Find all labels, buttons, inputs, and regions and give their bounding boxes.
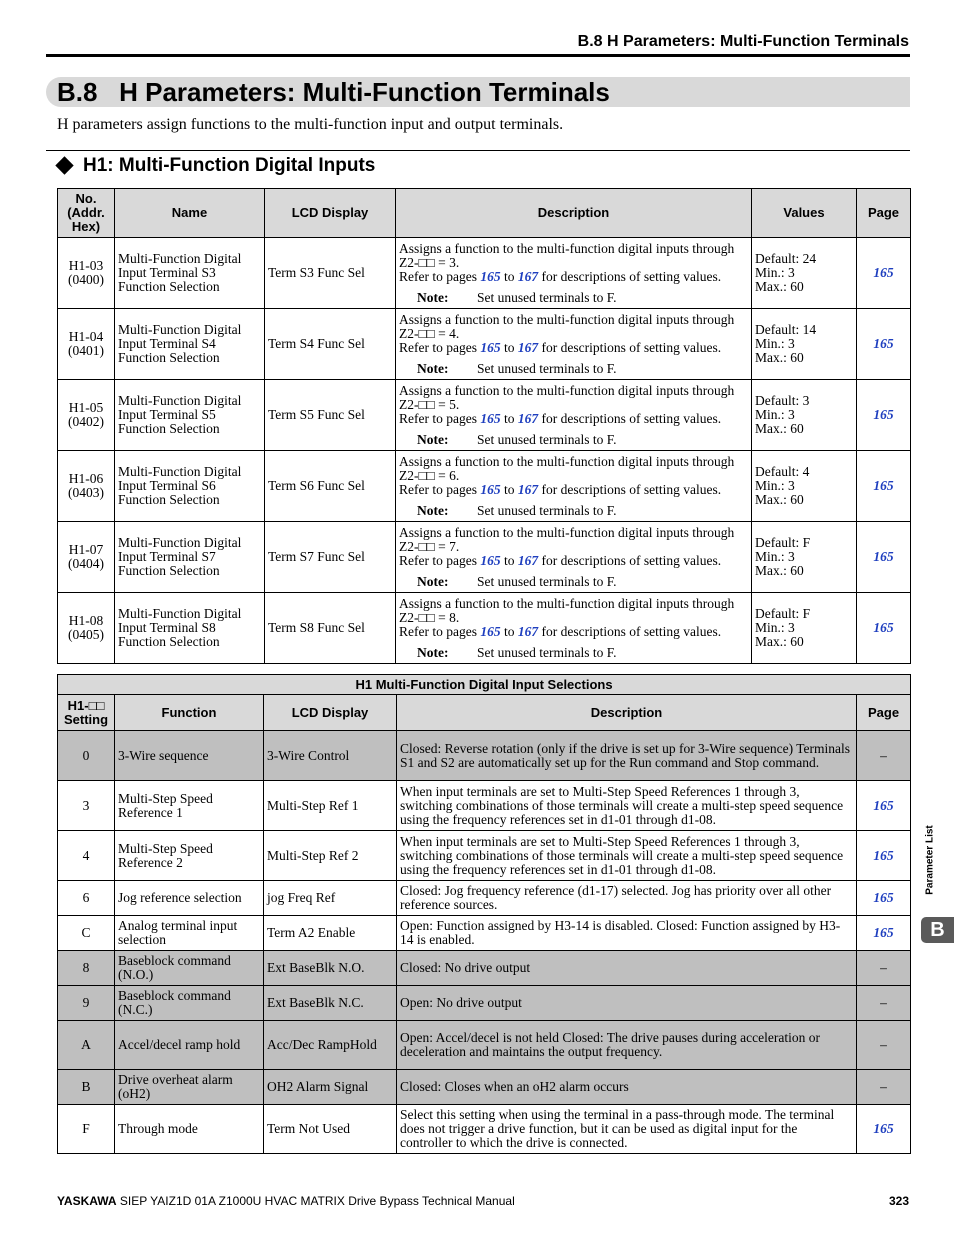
param-values	[752, 522, 857, 593]
selection-page-cell	[857, 1070, 911, 1105]
param-no: H1-06	[68, 471, 104, 486]
table-row	[58, 309, 911, 380]
subsection-heading	[55, 152, 375, 180]
section-title: B.8 H Parameters: Multi-Function Terminals	[57, 77, 610, 107]
refer-text: to	[500, 410, 518, 426]
param-values	[752, 593, 857, 664]
refer-text: Refer to pages	[399, 410, 481, 426]
side-section-label	[922, 820, 938, 900]
param-no-cell	[58, 380, 115, 451]
setting-value: 8	[58, 951, 115, 986]
param-values	[752, 238, 857, 309]
refer-text: for descriptions of setting values.	[538, 481, 722, 497]
note-text: Set unused terminals to F.	[477, 289, 617, 305]
h1-selections-table	[57, 674, 911, 1154]
param-addr: (0402)	[68, 414, 104, 429]
page-ref[interactable]: 165	[873, 1121, 894, 1136]
page-link[interactable]: 165	[873, 478, 894, 493]
param-name: Multi-Function Digital Input Terminal S7 Function Selection	[115, 522, 265, 593]
footer-doc-title: SIEP YAIZ1D 01A Z1000U HVAC MATRIX Drive Bypass Technical Manual	[116, 1194, 515, 1208]
header-no: No. (Addr. Hex)	[58, 189, 115, 238]
param-page-cell	[857, 238, 911, 309]
table-row	[58, 1105, 911, 1154]
table-title-row	[58, 675, 911, 695]
page-link[interactable]: 165	[873, 549, 894, 564]
page-link[interactable]: 165	[480, 410, 501, 426]
min-value: Min.: 3	[755, 478, 795, 493]
refer-text: to	[500, 481, 518, 497]
selection-page-cell	[857, 731, 911, 781]
table-row	[58, 522, 911, 593]
page-ref[interactable]: 165	[873, 797, 894, 813]
diamond-bullet-icon	[55, 156, 73, 174]
note-line	[399, 433, 748, 447]
param-values	[752, 380, 857, 451]
header-page: Page	[857, 695, 911, 731]
table-row	[58, 451, 911, 522]
max-value: Max.: 60	[755, 350, 804, 365]
setting-value: 3	[58, 781, 115, 831]
param-addr: (0400)	[68, 272, 104, 287]
lcd-display: Acc/Dec RampHold	[264, 1021, 397, 1070]
min-value: Min.: 3	[755, 620, 795, 635]
param-name: Multi-Function Digital Input Terminal S8 Function Selection	[115, 593, 265, 664]
param-lcd: Term S7 Func Sel	[265, 522, 396, 593]
subsection-rule	[46, 150, 910, 151]
refer-text: to	[500, 339, 518, 355]
desc-line: Assigns a function to the multi-function digital inputs through Z2-□□ = 7.	[399, 524, 735, 554]
page-link[interactable]: 165	[480, 339, 501, 355]
refer-line	[399, 270, 748, 284]
param-no: H1-07	[68, 542, 104, 557]
refer-text: Refer to pages	[399, 339, 481, 355]
page-link[interactable]: 165	[480, 268, 501, 284]
desc-line: Assigns a function to the multi-function digital inputs through Z2-□□ = 3.	[399, 240, 735, 270]
param-no-cell	[58, 309, 115, 380]
param-no: H1-03	[68, 258, 104, 273]
table-row	[58, 731, 911, 781]
param-page-cell	[857, 522, 911, 593]
selection-page-cell	[857, 986, 911, 1021]
selection-description: Closed: Closes when an oH2 alarm occurs	[397, 1070, 857, 1105]
refer-text: to	[500, 623, 518, 639]
table-row	[58, 881, 911, 916]
table-row	[58, 831, 911, 881]
function-name: Drive overheat alarm (oH2)	[115, 1070, 264, 1105]
page-ref[interactable]: 165	[873, 890, 894, 905]
page-link[interactable]: 167	[517, 552, 539, 568]
param-description	[396, 309, 752, 380]
max-value: Max.: 60	[755, 279, 804, 294]
refer-line	[399, 412, 748, 426]
desc-line: Assigns a function to the multi-function digital inputs through Z2-□□ = 4.	[399, 311, 735, 341]
function-name: Multi-Step Speed Reference 2	[115, 831, 264, 881]
subsection-heading-text: H1: Multi-Function Digital Inputs	[83, 155, 376, 176]
param-name: Multi-Function Digital Input Terminal S4 Function Selection	[115, 309, 265, 380]
function-name: 3-Wire sequence	[115, 731, 264, 781]
setting-value: B	[58, 1070, 115, 1105]
page-ref: –	[880, 995, 887, 1010]
table-header-row	[58, 189, 911, 238]
page-link[interactable]: 167	[517, 339, 539, 355]
note-line	[399, 291, 748, 305]
setting-value: F	[58, 1105, 115, 1154]
page-number: 323	[888, 1194, 909, 1208]
param-values	[752, 309, 857, 380]
lcd-display: Multi-Step Ref 1	[264, 781, 397, 831]
header-description: Description	[396, 189, 752, 238]
param-no: H1-08	[68, 613, 104, 628]
function-name: Baseblock command (N.C.)	[115, 986, 264, 1021]
page-link[interactable]: 165	[480, 552, 501, 568]
max-value: Max.: 60	[755, 492, 804, 507]
lcd-display: 3-Wire Control	[264, 731, 397, 781]
header-values: Values	[752, 189, 857, 238]
selection-description: Closed: Reverse rotation (only if the drive is set up for 3-Wire sequence) Terminals S1 and S2 are automatically set up for the Run command and Stop command.	[397, 731, 857, 781]
selection-page-cell	[857, 1021, 911, 1070]
setting-value: C	[58, 916, 115, 951]
max-value: Max.: 60	[755, 563, 804, 578]
page-link[interactable]: 167	[517, 481, 539, 497]
refer-text: Refer to pages	[399, 481, 481, 497]
intro-text: H parameters assign functions to the multi-function input and output terminals.	[57, 116, 564, 133]
refer-text: Refer to pages	[399, 552, 481, 568]
header-name: Name	[115, 189, 265, 238]
page-ref: –	[880, 960, 887, 975]
param-page-cell	[857, 451, 911, 522]
function-name: Accel/decel ramp hold	[115, 1021, 264, 1070]
param-description	[396, 380, 752, 451]
header-function: Function	[115, 695, 264, 731]
table-title: H1 Multi-Function Digital Input Selections	[58, 675, 911, 695]
lcd-display: Term Not Used	[264, 1105, 397, 1154]
param-values	[752, 451, 857, 522]
note-label: Note:	[417, 431, 449, 447]
param-page-cell	[857, 380, 911, 451]
min-value: Min.: 3	[755, 336, 795, 351]
page-ref[interactable]: 165	[873, 847, 894, 863]
note-text: Set unused terminals to F.	[477, 431, 617, 447]
param-no: H1-05	[68, 400, 104, 415]
param-name: Multi-Function Digital Input Terminal S6 Function Selection	[115, 451, 265, 522]
refer-line	[399, 483, 748, 497]
selection-description: When input terminals are set to Multi-Step Speed References 1 through 3, switching combinations of those terminals will create a multi-step speed sequence using the frequency references set in d1-01 through d1-08.	[397, 781, 857, 831]
page-link[interactable]: 165	[873, 265, 894, 280]
param-addr: (0404)	[68, 556, 104, 571]
param-page-cell	[857, 593, 911, 664]
param-addr: (0405)	[68, 627, 104, 642]
page-link[interactable]: 165	[873, 620, 894, 635]
max-value: Max.: 60	[755, 421, 804, 436]
note-line	[399, 646, 748, 660]
default-value: Default: 4	[755, 464, 810, 479]
param-lcd: Term S4 Func Sel	[265, 309, 396, 380]
table-header-row	[58, 695, 911, 731]
note-label: Note:	[417, 360, 449, 376]
param-name: Multi-Function Digital Input Terminal S5 Function Selection	[115, 380, 265, 451]
param-no-cell	[58, 451, 115, 522]
selection-page-cell	[857, 916, 911, 951]
header-page: Page	[857, 189, 911, 238]
param-addr: (0403)	[68, 485, 104, 500]
refer-text: Refer to pages	[399, 268, 481, 284]
selection-description: Closed: No drive output	[397, 951, 857, 986]
lcd-display: Ext BaseBlk N.C.	[264, 986, 397, 1021]
header-lcd: LCD Display	[264, 695, 397, 731]
param-description	[396, 593, 752, 664]
page-link[interactable]: 167	[517, 410, 539, 426]
param-no-cell	[58, 238, 115, 309]
header-setting: H1-□□ Setting	[58, 695, 115, 731]
note-text: Set unused terminals to F.	[477, 573, 617, 589]
note-label: Note:	[417, 644, 449, 660]
function-name: Baseblock command (N.O.)	[115, 951, 264, 986]
page-ref: –	[880, 747, 887, 763]
lcd-display: OH2 Alarm Signal	[264, 1070, 397, 1105]
setting-value: 0	[58, 731, 115, 781]
default-value: Default: F	[755, 535, 811, 550]
param-lcd: Term S6 Func Sel	[265, 451, 396, 522]
default-value: Default: 24	[755, 251, 817, 266]
refer-text: to	[500, 268, 518, 284]
param-no-cell	[58, 593, 115, 664]
selection-page-cell	[857, 781, 911, 831]
function-name: Analog terminal input selection	[115, 916, 264, 951]
lcd-display: Term A2 Enable	[264, 916, 397, 951]
page-link[interactable]: 167	[517, 268, 539, 284]
table-row	[58, 986, 911, 1021]
table-row	[58, 593, 911, 664]
page-ref: –	[880, 1079, 887, 1094]
page-link[interactable]: 167	[517, 623, 539, 639]
desc-line: Assigns a function to the multi-function digital inputs through Z2-□□ = 5.	[399, 382, 735, 412]
header-lcd: LCD Display	[265, 189, 396, 238]
refer-line	[399, 554, 748, 568]
table-row	[58, 781, 911, 831]
table-row	[58, 1021, 911, 1070]
function-name: Multi-Step Speed Reference 1	[115, 781, 264, 831]
param-description	[396, 238, 752, 309]
note-line	[399, 575, 748, 589]
param-description	[396, 451, 752, 522]
selection-description: When input terminals are set to Multi-Step Speed References 1 through 3, switching combinations of those terminals will create a multi-step speed sequence using the frequency references set in d1-01 through d1-08.	[397, 831, 857, 881]
table-row	[58, 916, 911, 951]
selection-page-cell	[857, 1105, 911, 1154]
selection-page-cell	[857, 831, 911, 881]
desc-line: Assigns a function to the multi-function digital inputs through Z2-□□ = 8.	[399, 595, 735, 625]
table-row	[58, 238, 911, 309]
page-ref[interactable]: 165	[873, 925, 894, 940]
note-text: Set unused terminals to F.	[477, 502, 617, 518]
selection-description: Select this setting when using the terminal in a pass-through mode. The terminal does not trigger a drive function, but it can be used as digital input for the controller to which the drive is connected.	[397, 1105, 857, 1154]
table-row	[58, 1070, 911, 1105]
selection-description: Open: Accel/decel is not held Closed: The drive pauses during acceleration or deceleration and maintains the output frequency.	[397, 1021, 857, 1070]
note-label: Note:	[417, 289, 449, 305]
header-rule	[46, 54, 910, 57]
footer-brand: YASKAWA	[57, 1194, 117, 1208]
lcd-display: Ext BaseBlk N.O.	[264, 951, 397, 986]
selection-page-cell	[857, 881, 911, 916]
param-page-cell	[857, 309, 911, 380]
refer-text: for descriptions of setting values.	[538, 339, 722, 355]
param-lcd: Term S5 Func Sel	[265, 380, 396, 451]
refer-text: Refer to pages	[399, 623, 481, 639]
setting-value: 4	[58, 831, 115, 881]
page-link[interactable]: 165	[873, 336, 894, 351]
param-lcd: Term S8 Func Sel	[265, 593, 396, 664]
note-line	[399, 362, 748, 376]
side-label-text: Parameter List	[924, 825, 936, 895]
refer-line	[399, 625, 748, 639]
refer-text: for descriptions of setting values.	[538, 268, 722, 284]
section-tab[interactable]: B	[921, 917, 954, 943]
lcd-display: Multi-Step Ref 2	[264, 831, 397, 881]
min-value: Min.: 3	[755, 265, 795, 280]
selection-description: Open: No drive output	[397, 986, 857, 1021]
refer-text: to	[500, 552, 518, 568]
note-label: Note:	[417, 502, 449, 518]
min-value: Min.: 3	[755, 407, 795, 422]
min-value: Min.: 3	[755, 549, 795, 564]
param-addr: (0401)	[68, 343, 104, 358]
note-line	[399, 504, 748, 518]
note-label: Note:	[417, 573, 449, 589]
table-row	[58, 951, 911, 986]
desc-line: Assigns a function to the multi-function digital inputs through Z2-□□ = 6.	[399, 453, 735, 483]
param-description	[396, 522, 752, 593]
h1-parameter-table	[57, 188, 911, 664]
param-lcd: Term S3 Func Sel	[265, 238, 396, 309]
param-name: Multi-Function Digital Input Terminal S3 Function Selection	[115, 238, 265, 309]
setting-value: 6	[58, 881, 115, 916]
default-value: Default: F	[755, 606, 811, 621]
header-description: Description	[397, 695, 857, 731]
footer	[57, 1194, 515, 1208]
default-value: Default: 14	[755, 322, 817, 337]
param-no: H1-04	[68, 329, 104, 344]
refer-text: for descriptions of setting values.	[538, 623, 722, 639]
refer-text: for descriptions of setting values.	[538, 552, 722, 568]
function-name: Through mode	[115, 1105, 264, 1154]
default-value: Default: 3	[755, 393, 810, 408]
running-header: B.8 H Parameters: Multi-Function Terminals	[577, 33, 909, 50]
setting-value: 9	[58, 986, 115, 1021]
selection-page-cell	[857, 951, 911, 986]
max-value: Max.: 60	[755, 634, 804, 649]
selection-description: Closed: Jog frequency reference (d1-17) selected. Jog has priority over all other reference sources.	[397, 881, 857, 916]
page-link[interactable]: 165	[873, 407, 894, 422]
section-title-bar	[46, 77, 910, 107]
note-text: Set unused terminals to F.	[477, 360, 617, 376]
page-link[interactable]: 165	[480, 481, 501, 497]
selection-description: Open: Function assigned by H3-14 is disabled. Closed: Function assigned by H3-14 is enabled.	[397, 916, 857, 951]
page-ref: –	[880, 1037, 887, 1052]
note-text: Set unused terminals to F.	[477, 644, 617, 660]
lcd-display: jog Freq Ref	[264, 881, 397, 916]
setting-value: A	[58, 1021, 115, 1070]
function-name: Jog reference selection	[115, 881, 264, 916]
page-link[interactable]: 165	[480, 623, 501, 639]
refer-line	[399, 341, 748, 355]
refer-text: for descriptions of setting values.	[538, 410, 722, 426]
param-no-cell	[58, 522, 115, 593]
table-row	[58, 380, 911, 451]
